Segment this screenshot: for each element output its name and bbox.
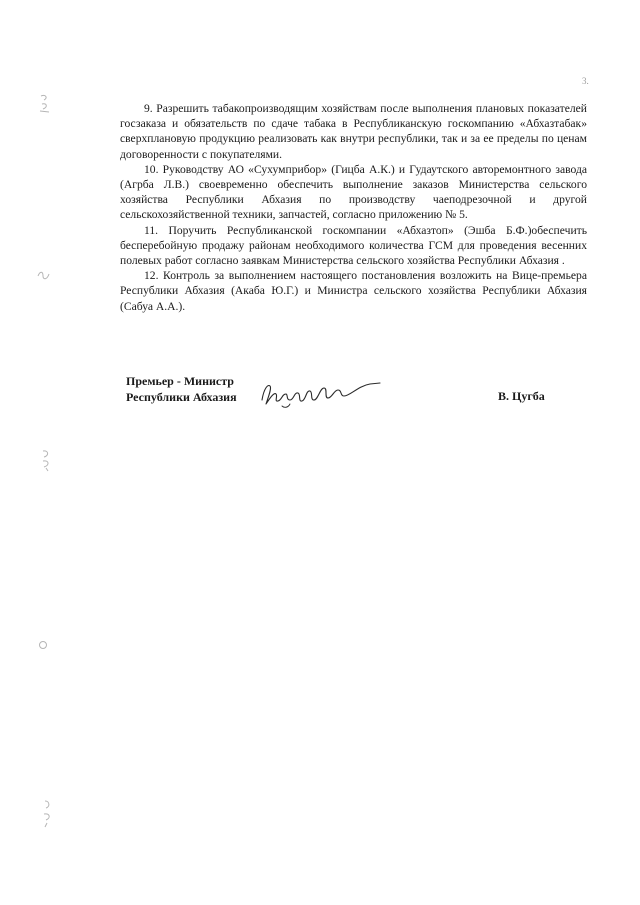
handwritten-signature-icon bbox=[258, 376, 384, 410]
paragraph-11: 11. Поручить Республиканской госкомпании «Абхазтоп» (Эшба Б.Ф.)обеспечить бесперебойную продажу районам необходимого количества ГСМ для проведения весенних полевых работ согласно заявкам Министерства сельского хозяйства Республики Абхазия . bbox=[120, 223, 587, 268]
page-number: 3. bbox=[582, 76, 589, 86]
paragraph-12: 12. Контроль за выполнением настоящего постановления возложить на Вице-премьера Республики Абхазия (Акаба Ю.Г.) и Министра сельского хозяйства Республики Абхазия (Сабуа А.А.). bbox=[120, 269, 587, 313]
document-body bbox=[120, 101, 587, 314]
signatory-title bbox=[126, 374, 237, 405]
signatory-name: В. Цугба bbox=[498, 389, 545, 403]
margin-scribble-mark bbox=[40, 448, 54, 472]
signatory-title-line1: Премьер - Министр bbox=[126, 374, 234, 388]
paragraph-10: 10. Руководству АО «Сухумприбор» (Гицба А.К.) и Гудаутского авторемонтного завода (Агрба Л.В.) своевременно обеспечить выполнение заказов Министерства сельского хозяйства Республики Абхазия по производству чаеподрезочной и другой сельскохозяйственной техники, запчастей, согласно приложению № 5. bbox=[120, 162, 587, 222]
paragraph-9: 9. Разрешить табакопроизводящим хозяйствам после выполнения плановых показателей госзаказа и обязательств по сдаче табака в Республиканскую госкомпанию «Абхазтабак» сверхплановую продукцию реализовать как внутри республики, так и за ее пределы по ценам договоренности с покупателями. bbox=[120, 102, 587, 161]
margin-scribble-mark bbox=[36, 268, 52, 282]
margin-scribble-mark bbox=[38, 92, 52, 114]
signatory-title-line2: Республики Абхазия bbox=[126, 389, 237, 404]
margin-scribble-mark bbox=[40, 798, 56, 828]
margin-circle-mark bbox=[38, 640, 48, 650]
